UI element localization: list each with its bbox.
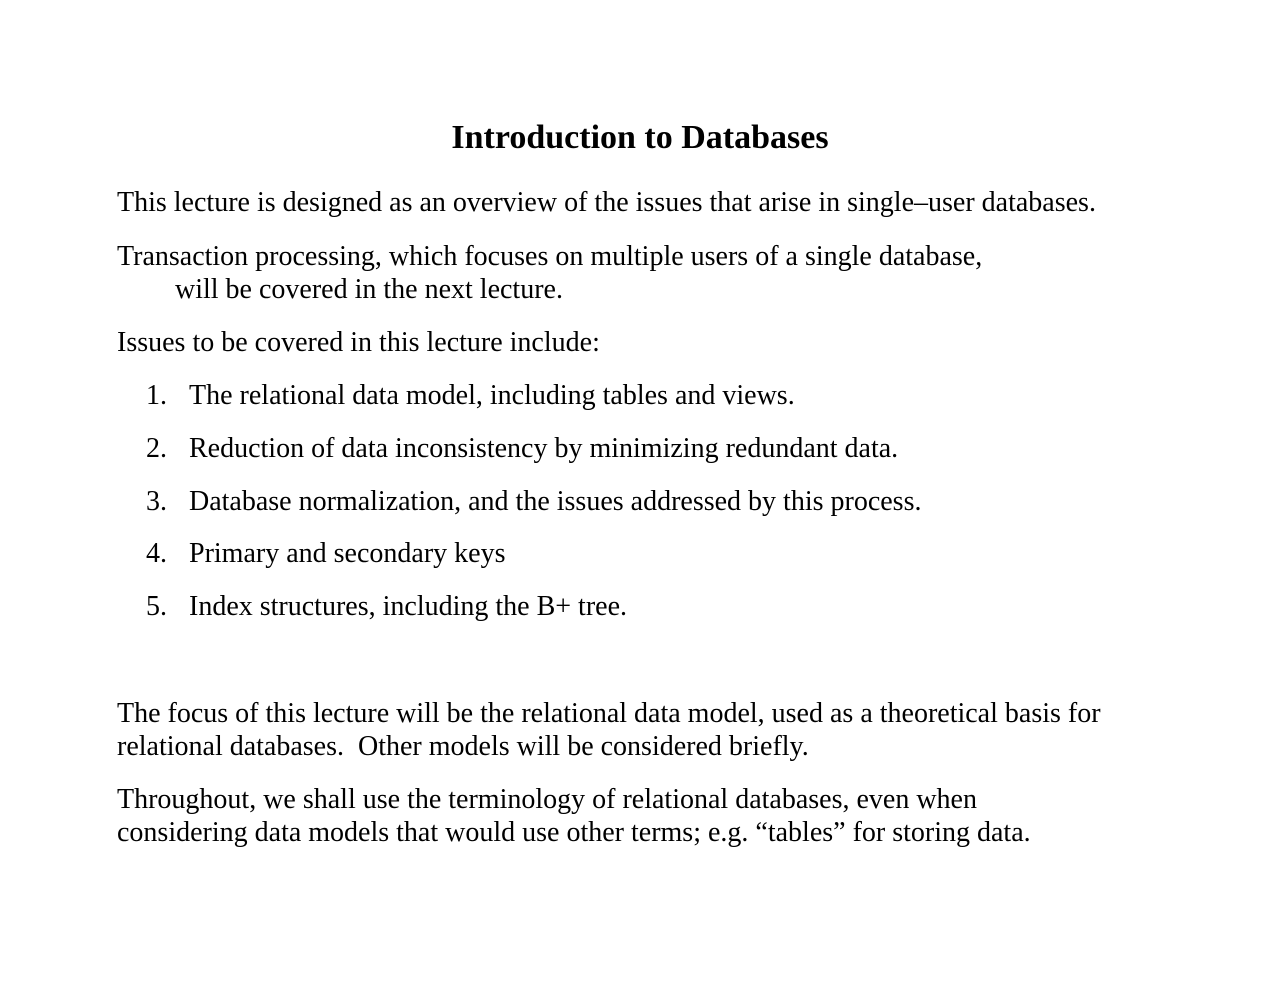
list-text: Reduction of data inconsistency by minimizing redundant data. xyxy=(189,433,899,464)
terminology-line-1: Throughout, we shall use the terminology of relational databases, even when xyxy=(117,784,977,815)
list-number: 4. xyxy=(146,538,167,569)
terminology-paragraph xyxy=(117,783,1031,849)
list-number: 2. xyxy=(146,433,167,464)
transaction-paragraph xyxy=(117,240,982,306)
intro-paragraph xyxy=(117,186,1096,219)
list-item xyxy=(146,590,627,623)
list-item xyxy=(146,485,921,518)
list-number: 1. xyxy=(146,380,167,411)
list-text: Database normalization, and the issues addressed by this process. xyxy=(189,486,922,517)
transaction-line-1: Transaction processing, which focuses on multiple users of a single database, xyxy=(117,241,983,272)
list-text: The relational data model, including tables and views. xyxy=(189,380,795,411)
list-text: Primary and secondary keys xyxy=(189,538,506,569)
issues-heading: Issues to be covered in this lecture include: xyxy=(117,327,600,358)
list-item xyxy=(146,379,795,412)
list-item xyxy=(146,537,505,570)
focus-paragraph xyxy=(117,697,1101,763)
page-title: Introduction to Databases xyxy=(451,119,829,156)
list-item xyxy=(146,432,898,465)
list-number: 3. xyxy=(146,486,167,517)
focus-line-2: relational databases. Other models will be considered briefly. xyxy=(117,731,809,762)
transaction-line-2: will be covered in the next lecture. xyxy=(175,274,563,305)
intro-text: This lecture is designed as an overview of the issues that arise in single–user databases. xyxy=(117,187,1096,218)
terminology-line-2: considering data models that would use other terms; e.g. “tables” for storing data. xyxy=(117,817,1031,848)
list-text: Index structures, including the B+ tree. xyxy=(189,591,628,622)
focus-line-1: The focus of this lecture will be the relational data model, used as a theoretical basis for xyxy=(117,698,1101,729)
list-number: 5. xyxy=(146,591,167,622)
